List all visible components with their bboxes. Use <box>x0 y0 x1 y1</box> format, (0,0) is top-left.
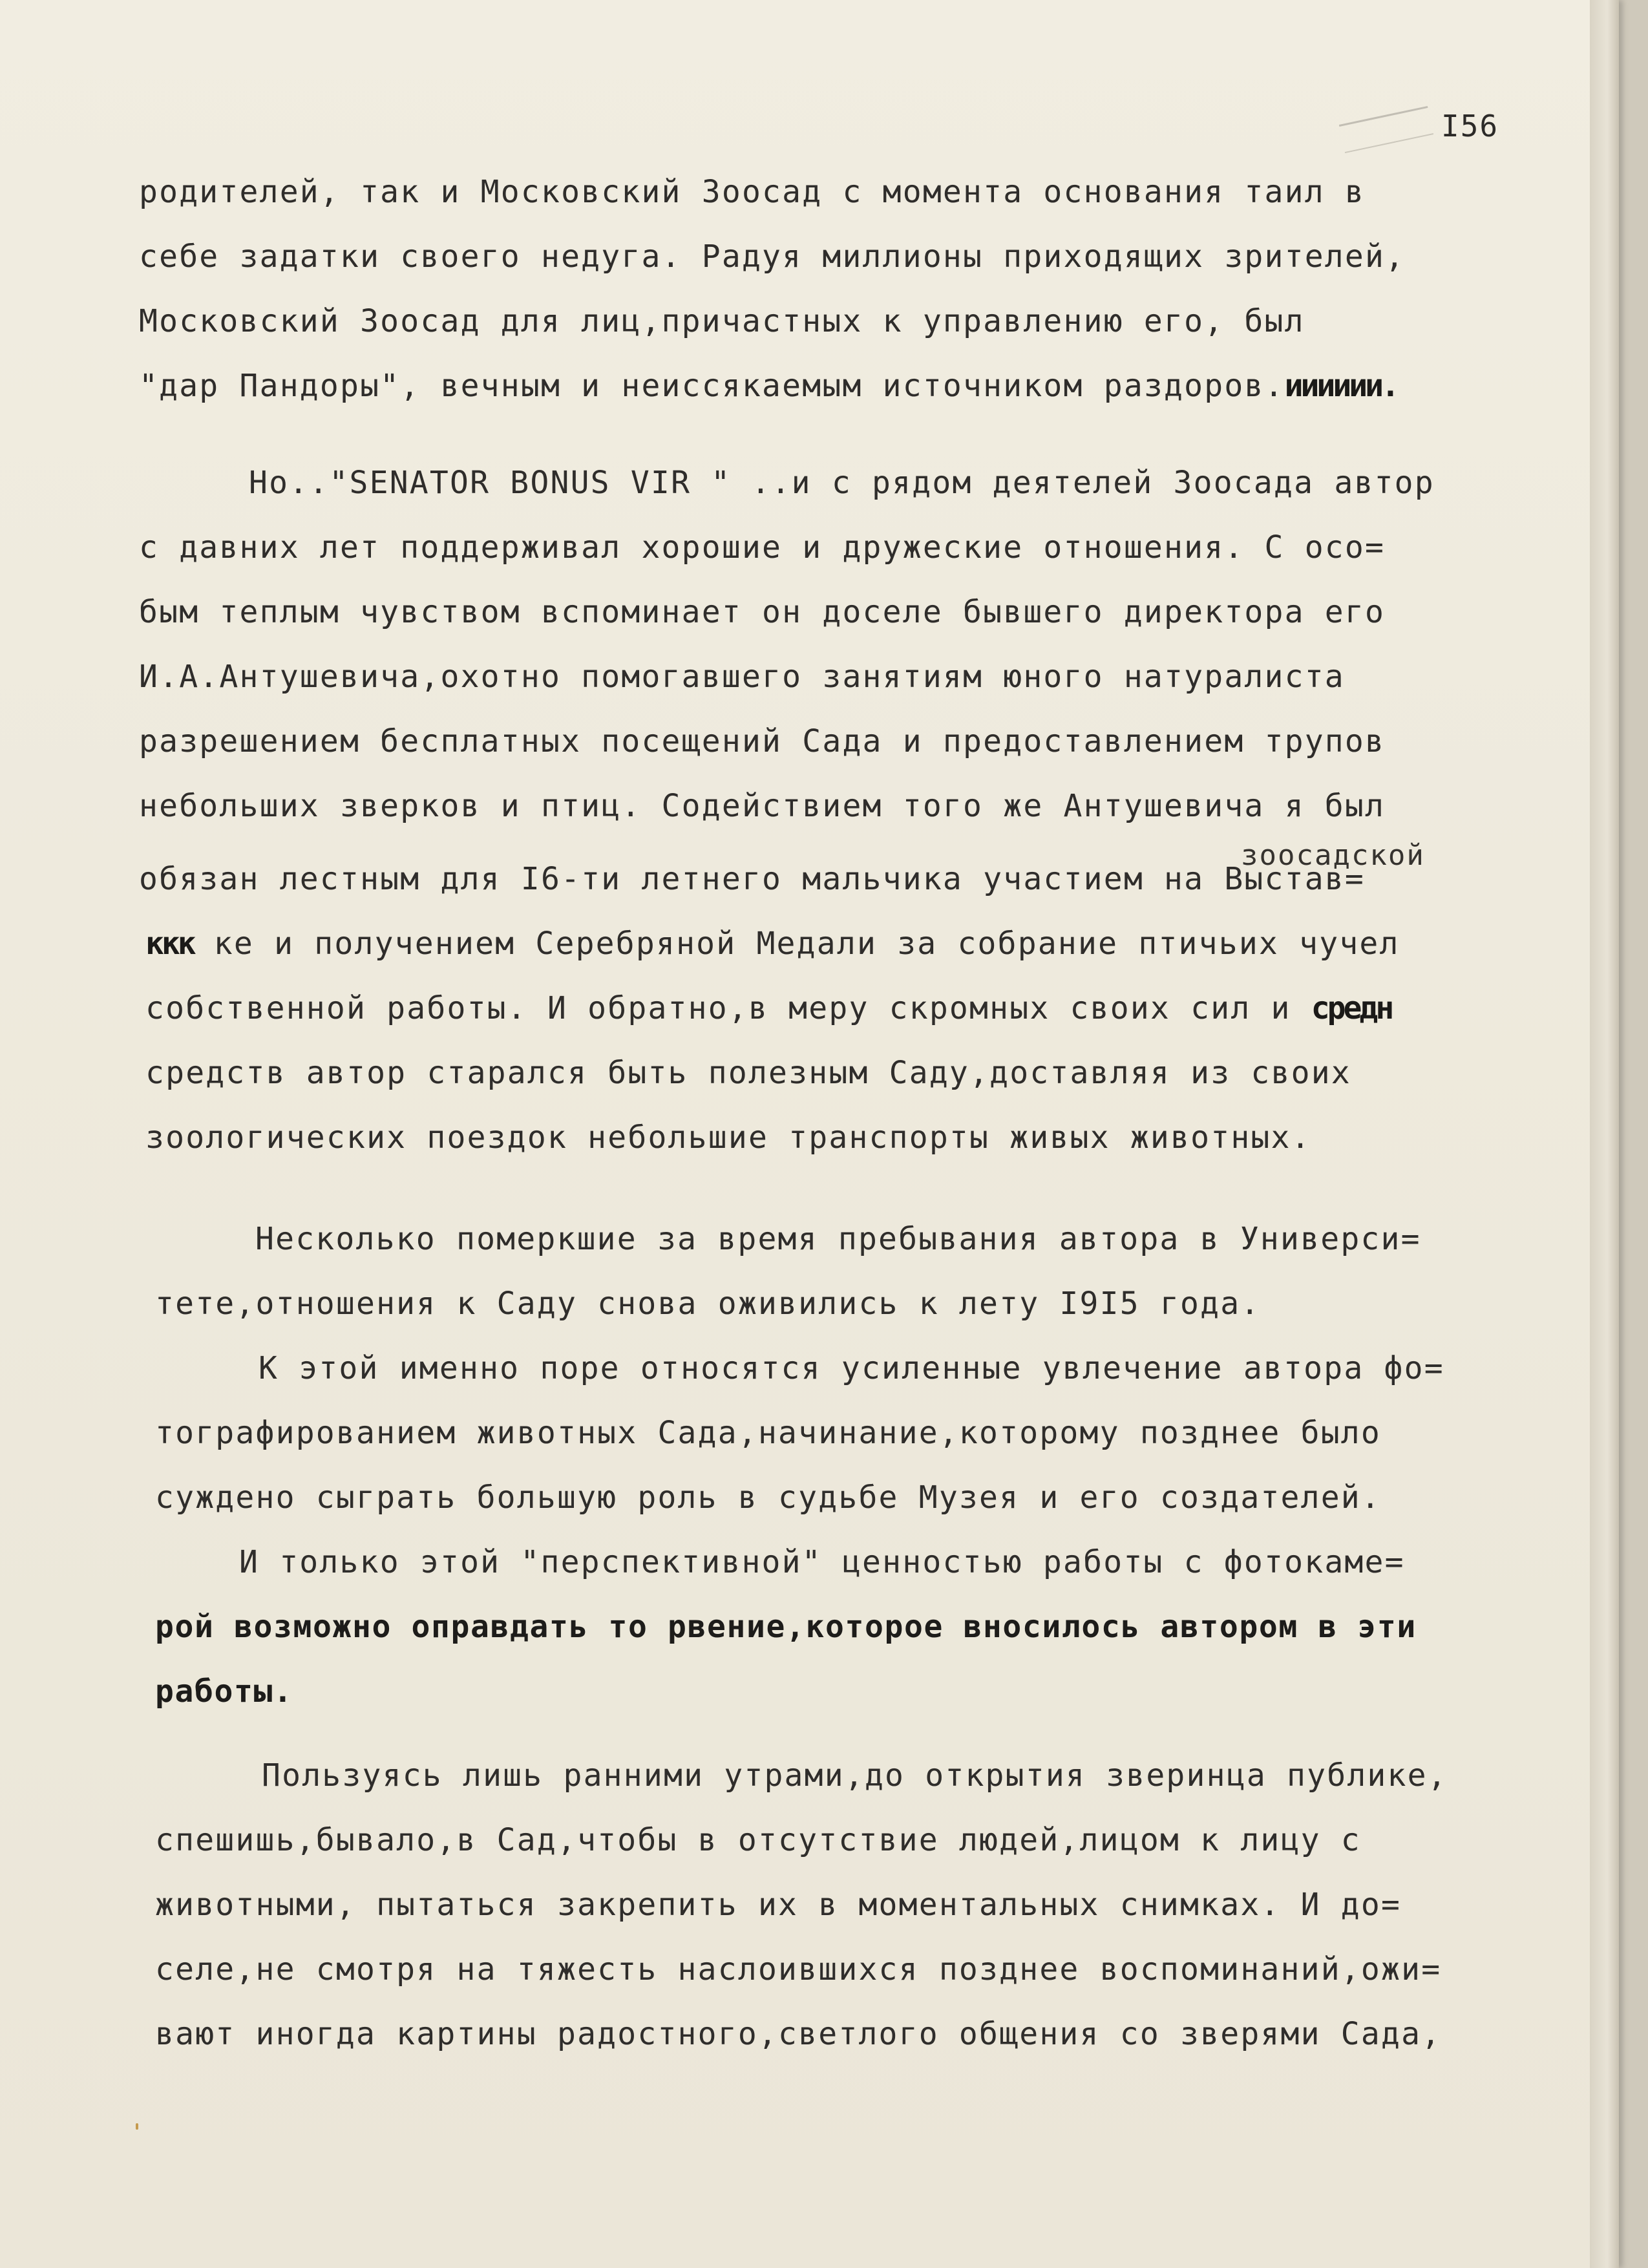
line-text: животными, пытаться закрепить их в моментальных снимках. И до= <box>155 1887 1402 1923</box>
line-text: "дар Пандоры", вечным и неиссякаемым источником раздоров. <box>139 368 1285 404</box>
text-line <box>155 1479 1382 1516</box>
text-line <box>145 1119 1311 1156</box>
line-text: обязан лестным для I6-ти летнего мальчика участием на Выстав= <box>139 861 1366 897</box>
overtyped-text: средн <box>1311 990 1392 1026</box>
text-line <box>239 1544 1405 1580</box>
text-line <box>139 529 1386 566</box>
text-line <box>155 1822 1361 1858</box>
text-line <box>139 861 1366 897</box>
text-line <box>139 659 1345 695</box>
line-text: селе,не смотря на тяжесть наслоившихся позднее воспоминаний,ожи= <box>155 1951 1442 1987</box>
text-line <box>139 174 1366 210</box>
text-line <box>155 1673 293 1710</box>
line-text: Несколько померкшие за время пребывания автора в Универси= <box>255 1221 1421 1257</box>
line-text: с давних лет поддерживал хорошие и дружеские отношения. С осо= <box>139 529 1386 566</box>
text-line <box>139 238 1406 275</box>
inserted-word: зоосадской <box>1241 839 1425 872</box>
line-text: спешишь,бывало,в Сад,чтобы в отсутствие людей,лицом к лицу с <box>155 1822 1361 1858</box>
line-text: себе задатки своего недуга. Радуя миллионы приходящих зрителей, <box>139 238 1406 275</box>
text-line <box>155 1286 1261 1322</box>
page-number: I56 <box>1441 109 1499 143</box>
line-text: Пользуясь лишь ранними утрами,до открытия зверинца публике, <box>262 1757 1448 1794</box>
line-text: Московский Зоосад для лиц,причастных к управлению его, был <box>139 303 1305 339</box>
line-text: вают иногда картины радостного,светлого общения со зверями Сада, <box>155 2016 1442 2052</box>
line-text: бым теплым чувством вспоминает он доселе бывшего директора его <box>139 594 1386 630</box>
text-line <box>155 1415 1382 1451</box>
line-text: разрешением бесплатных посещений Сада и предоставлением трупов <box>139 723 1386 759</box>
overtyped-text: ккк <box>145 926 194 962</box>
text-line <box>145 990 1392 1026</box>
text-line <box>249 465 1435 501</box>
text-line <box>155 1887 1402 1923</box>
text-line <box>155 1609 1417 1645</box>
text-line <box>139 723 1386 759</box>
text-line <box>155 2016 1442 2052</box>
text-line <box>139 303 1305 339</box>
text-line <box>139 368 1397 404</box>
overtyped-text: ииииии. <box>1284 368 1397 404</box>
text-line <box>262 1757 1448 1794</box>
line-text: Но.."SENATOR BONUS VIR " ..и с рядом деятелей Зоосада автор <box>249 465 1435 501</box>
line-text: небольших зверков и птиц. Содействием того же Антушевича я был <box>139 788 1386 824</box>
line-text: рой возможно оправдать то рвение,которое вносилось автором в эти <box>155 1609 1417 1645</box>
line-text: тете,отношения к Саду снова оживились к лету I9I5 года. <box>155 1286 1261 1322</box>
line-text: И.А.Антушевича,охотно помогавшего занятиям юного натуралиста <box>139 659 1345 695</box>
text-line <box>155 1951 1442 1987</box>
text-line <box>139 594 1386 630</box>
line-text: И только этой "перспективной" ценностью работы с фотокаме= <box>239 1544 1405 1580</box>
line-text: средств автор старался быть полезным Саду,доставляя из своих <box>145 1055 1351 1091</box>
line-text: зоологических поездок небольшие транспорты живых животных. <box>145 1119 1311 1156</box>
line-text: ке и получением Серебряной Медали за собрание птичьих чучел <box>193 926 1400 962</box>
line-text: работы. <box>155 1673 293 1710</box>
line-text: суждено сыграть большую роль в судьбе Музея и его создателей. <box>155 1479 1382 1516</box>
line-text: К этой именно поре относятся усиленные увлечение автора фо= <box>259 1350 1444 1386</box>
text-line <box>139 788 1386 824</box>
text-line <box>145 1055 1351 1091</box>
line-text: тографированием животных Сада,начинание,которому позднее было <box>155 1415 1382 1451</box>
text-line <box>145 926 1400 962</box>
text-line <box>259 1350 1444 1386</box>
line-text: родителей, так и Московский Зоосад с момента основания таил в <box>139 174 1366 210</box>
text-line <box>255 1221 1421 1257</box>
line-text: собственной работы. И обратно,в меру скромных своих сил и <box>145 990 1311 1026</box>
